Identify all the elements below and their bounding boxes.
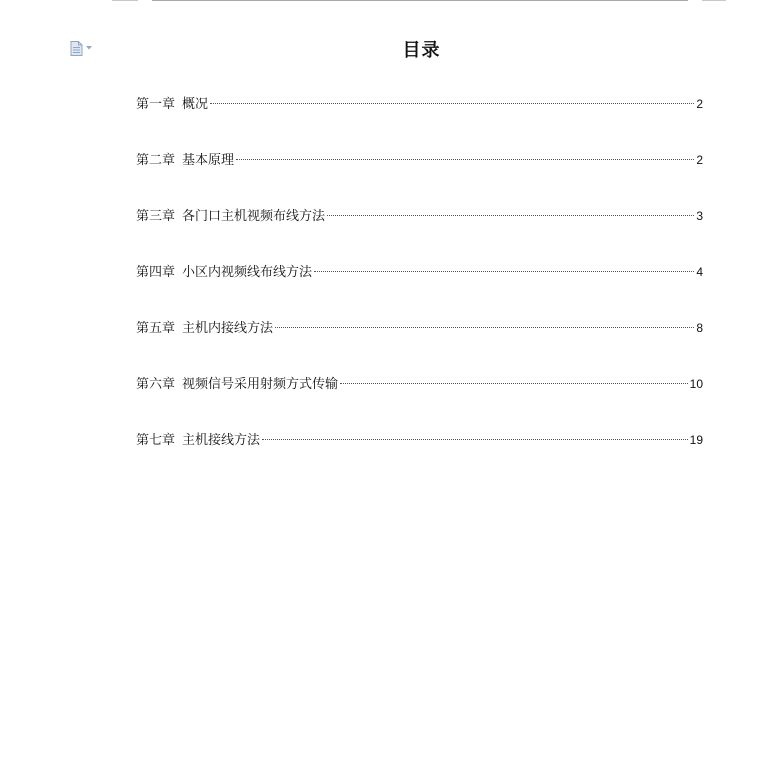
margin-guide-right xyxy=(702,0,726,1)
toc-entry-title: 主机接线方法 xyxy=(182,433,261,448)
toc-page-number: 2 xyxy=(696,97,703,111)
toc-dot-leader xyxy=(275,327,694,328)
toc-dot-leader xyxy=(314,271,694,272)
toc-entry-title: 基本原理 xyxy=(182,153,235,168)
toc-dot-leader xyxy=(262,439,688,440)
toc-dot-leader xyxy=(236,159,694,160)
toc-entry-title: 主机内接线方法 xyxy=(182,321,274,336)
toc-entry[interactable] xyxy=(136,94,703,150)
toc-chapter-number: 第三章 xyxy=(136,209,176,224)
toc-page-number: 10 xyxy=(689,377,703,391)
toc-page-number: 4 xyxy=(696,265,703,279)
toc-entry[interactable] xyxy=(136,374,703,430)
toc-chapter-number: 第六章 xyxy=(136,377,176,392)
margin-guide-left xyxy=(112,0,138,1)
toc-entry[interactable] xyxy=(136,150,703,206)
toc-chapter-number: 第七章 xyxy=(136,433,176,448)
toc-chapter-number: 第四章 xyxy=(136,265,176,280)
toc-entry-title: 小区内视频线布线方法 xyxy=(182,265,313,280)
toc-entry-title: 各门口主机视频布线方法 xyxy=(182,209,326,224)
page-top-edge xyxy=(152,0,688,1)
toc-dot-leader xyxy=(210,103,694,104)
toc-chapter-number: 第一章 xyxy=(136,97,176,112)
table-of-contents xyxy=(136,94,703,486)
toc-entry[interactable] xyxy=(136,430,703,486)
toc-page-number: 8 xyxy=(696,321,703,335)
toc-page-number: 3 xyxy=(696,209,703,223)
toc-entry[interactable] xyxy=(136,262,703,318)
toc-chapter-number: 第五章 xyxy=(136,321,176,336)
toc-page-number: 19 xyxy=(689,433,703,447)
toc-chapter-number: 第二章 xyxy=(136,153,176,168)
toc-dot-leader xyxy=(327,215,694,216)
toc-title: 目录 xyxy=(402,40,441,61)
toc-entry-title: 视频信号采用射频方式传输 xyxy=(182,377,339,392)
toc-entry[interactable] xyxy=(136,206,703,262)
toc-entry-title: 概况 xyxy=(182,97,209,112)
toc-page-number: 2 xyxy=(696,153,703,167)
toc-dot-leader xyxy=(340,383,688,384)
toc-entry[interactable] xyxy=(136,318,703,374)
